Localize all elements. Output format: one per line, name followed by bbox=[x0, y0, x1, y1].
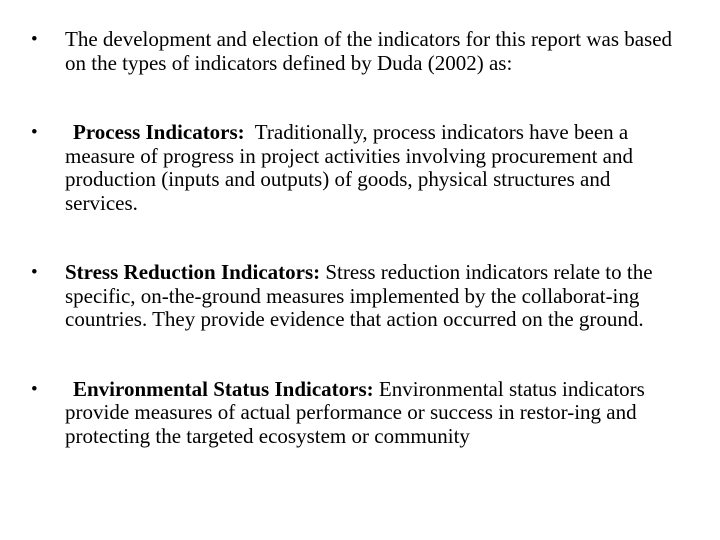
bullet-icon: • bbox=[31, 29, 38, 50]
bullet-text: Environmental status indicators provide measures of actual performance or success in restor-ing and protecting the targeted ecosystem or community bbox=[65, 376, 651, 448]
bullet-text: Stress reduction indicators relate to the specific, on-the-ground measures implemented by the collaborat-ing countries. They provide evidence that action occurred on the ground. bbox=[65, 260, 658, 331]
bullet-text: The development and election of the indicators for this report was based on the types of indicators defined by Duda (2002) as: bbox=[65, 27, 673, 75]
bullet-list bbox=[31, 28, 681, 448]
bullet-icon: • bbox=[31, 122, 38, 143]
bullet-environmental-status-indicators bbox=[31, 378, 681, 449]
term-process-indicators: Process Indicators: bbox=[73, 120, 245, 144]
bullet-process-indicators bbox=[31, 121, 681, 215]
term-stress-reduction-indicators: Stress Reduction Indicators: bbox=[65, 260, 321, 284]
bullet-stress-reduction-indicators bbox=[31, 261, 681, 332]
bullet-text: Traditionally, process indicators have been a measure of progress in project activities involving procurement and production (inputs and outputs) of goods, physical structures and services. bbox=[65, 120, 639, 215]
bullet-icon: • bbox=[31, 262, 38, 283]
bullet-intro bbox=[31, 28, 681, 75]
bullet-icon: • bbox=[31, 378, 38, 400]
term-environmental-status-indicators: Environmental Status Indicators: bbox=[73, 376, 374, 401]
